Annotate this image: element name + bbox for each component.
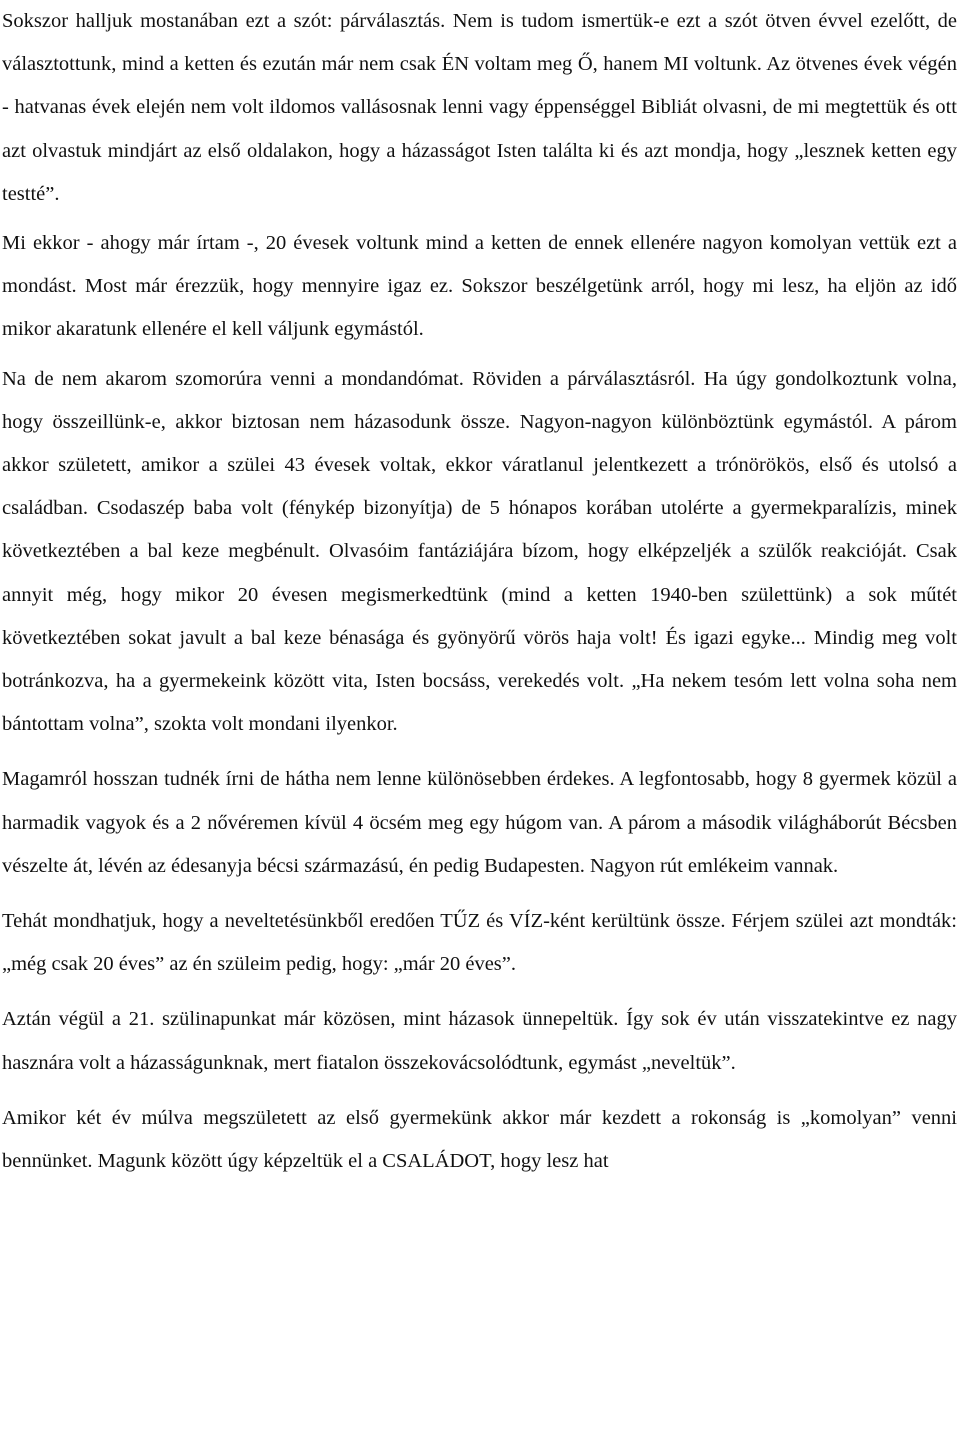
paragraph-1: Sokszor halljuk mostanában ezt a szót: párválasztás. Nem is tudom ismertük-e ezt a szót ötven évvel ezelőtt, de választottunk, mind a ketten és ezután már nem csak ÉN voltam meg Ő, hanem MI voltunk. Az ötvenes évek végén - hatvanas évek elején nem volt ildomos vallásosnak lenni vagy éppenséggel Bibliát olvasni, de mi megtettük és ott azt olvastuk mindjárt az első oldalakon, hogy a házasságot Isten találta ki és azt mondja, hogy „lesznek ketten egy testté”. (2, 10, 957, 205)
paragraph-2: Mi ekkor - ahogy már írtam -, 20 évesek voltunk mind a ketten de ennek ellenére nagyon komolyan vettük ezt a mondást. Most már érezzük, hogy mennyire igaz ez. Sokszor beszélgetünk arról, hogy mi lesz, ha eljön az idő mikor akaratunk ellenére el kell váljunk egymástól. (2, 232, 957, 341)
paragraph-5: Tehát mondhatjuk, hogy a neveltetésünkből eredően TŰZ és VÍZ-ként kerültünk össze. Férjem szülei azt mondták: „még csak 20 éves” az én szüleim pedig, hogy: „már 20 éves”. (2, 910, 957, 976)
document-body (2, 0, 957, 1183)
paragraph-4: Magamról hosszan tudnék írni de hátha nem lenne különösebben érdekes. A legfontosabb, hogy 8 gyermek közül a harmadik vagyok és a 2 nővéremen kívül 4 öcsém meg egy húgom van. A párom a második világháborút Bécsben vészelte át, lévén az édesanyja bécsi származású, én pedig Budapesten. Nagyon rút emlékeim vannak. (2, 768, 957, 877)
paragraph-6: Aztán végül a 21. szülinapunkat már közösen, mint házasok ünnepeltük. Így sok év után visszatekintve ez nagy hasznára volt a házasságunknak, mert fiatalon összekovácsolódtunk, egymást „neveltük”. (2, 1008, 957, 1074)
paragraph-7: Amikor két év múlva megszületett az első gyermekünk akkor már kezdett a rokonság is „komolyan” venni bennünket. Magunk között úgy képzeltük el a CSALÁDOT, hogy lesz hat (2, 1106, 957, 1173)
paragraph-3: Na de nem akarom szomorúra venni a mondandómat. Röviden a párválasztásról. Ha úgy gondolkoztunk volna, hogy összeillünk-e, akkor biztosan nem házasodunk össze. Nagyon-nagyon különböztünk egymástól. A párom akkor született, amikor a szülei 43 évesek voltak, ekkor váratlanul jelentkezett a trónörökös, első és utolsó a családban. Csodaszép baba volt (fénykép bizonyítja) de 5 hónapos korában utolérte a gyermekparalízis, minek következtében a bal keze megbénult. Olvasóim fantáziájára bízom, hogy elképzeljék a szülők reakcióját. Csak annyit még, hogy mikor 20 évesen megismerkedtünk (mind a ketten 1940-ben születtünk) a sok műtét következtében sokat javult a bal keze bénasága és gyönyörű vörös haja volt! És igazi egyke... Mindig meg volt botránkozva, ha a gyermekeink között vita, Isten bocsáss, verekedés volt. „Ha nekem tesóm lett volna soha nem bántottam volna”, szokta volt mondani ilyenkor. (2, 367, 957, 736)
